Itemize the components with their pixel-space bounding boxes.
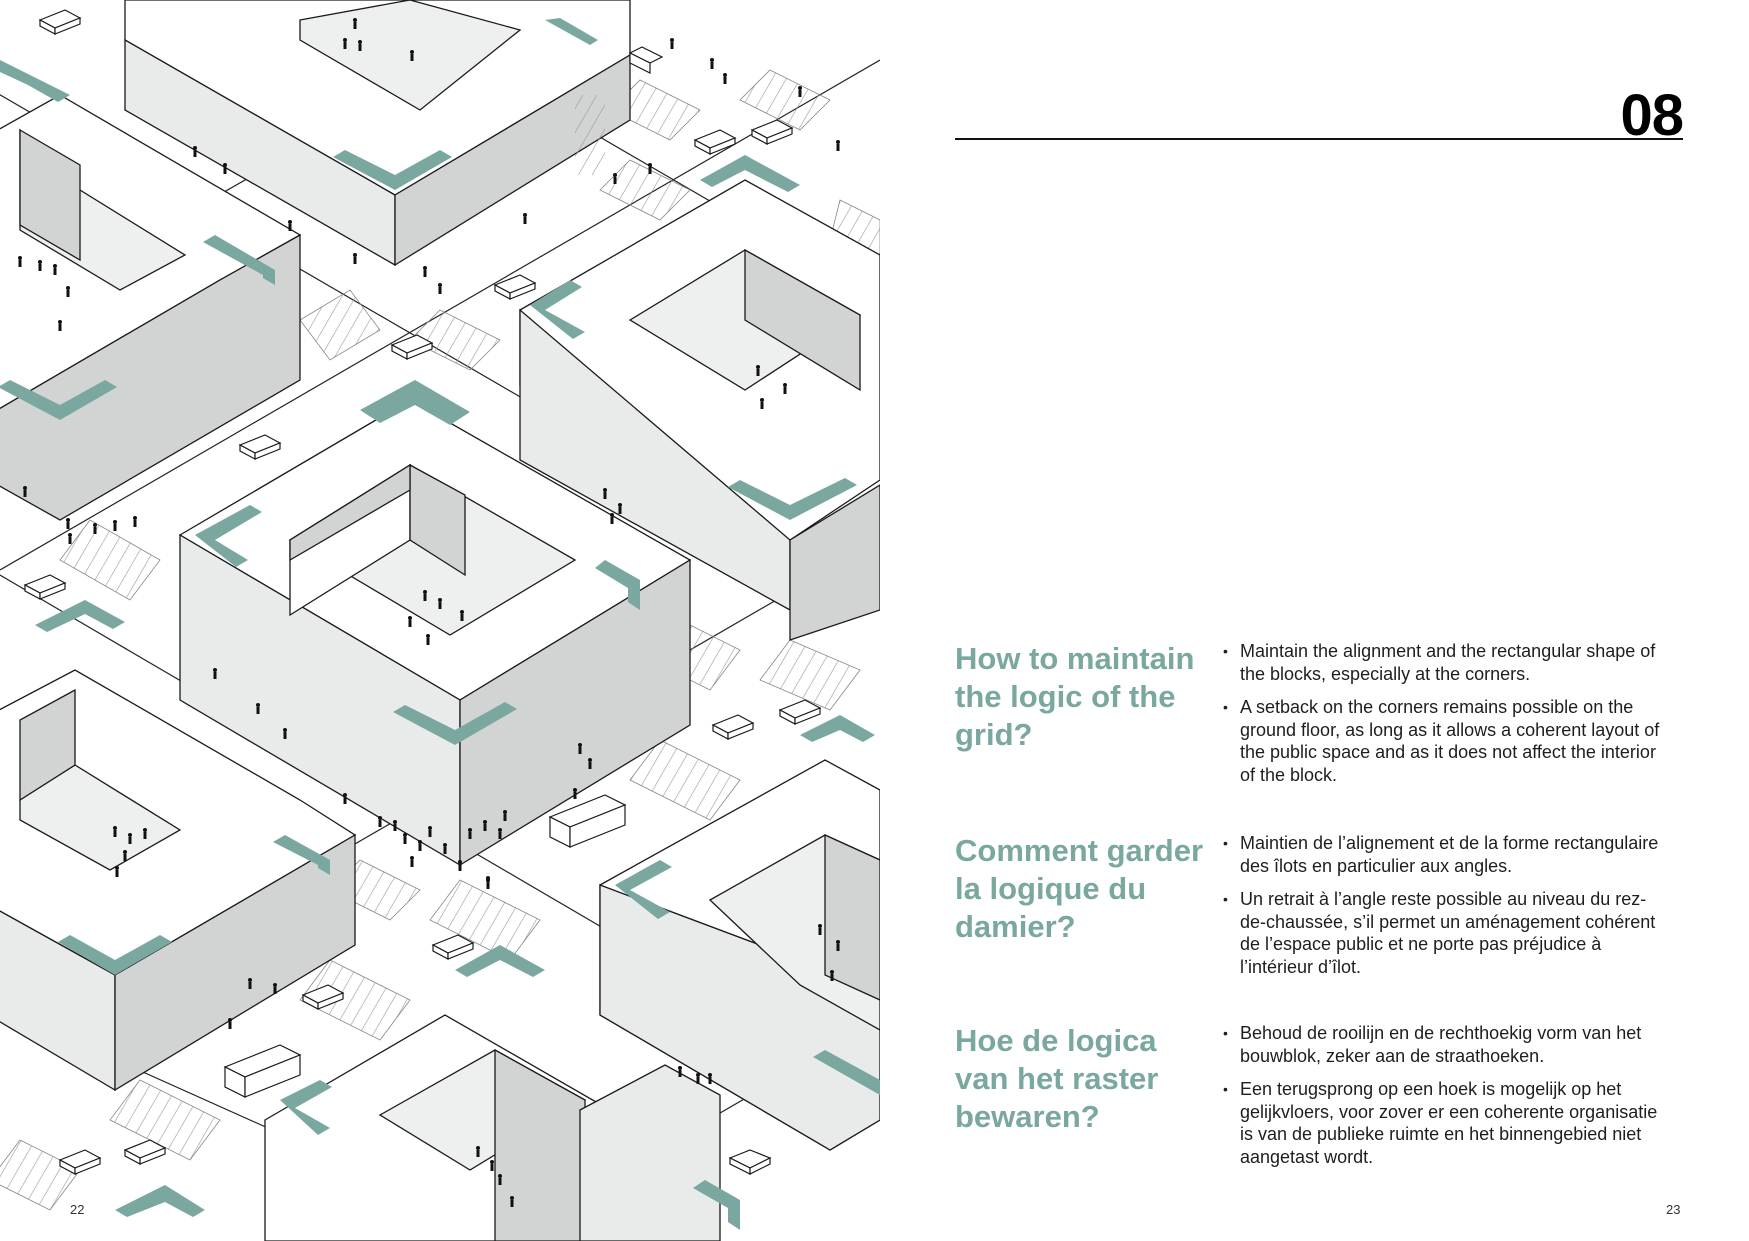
bullet-icon: • xyxy=(1223,1081,1228,1098)
bullet-icon: • xyxy=(1223,699,1228,716)
bullet-icon: • xyxy=(1223,835,1228,851)
list-item: • Behoud de rooilijn en de rechthoekig vorm van het bouwblok, zeker aan de straathoeken. xyxy=(1223,1023,1642,1066)
list-item: • Un retrait à l’angle reste possible au niveau du rez-de-chaussée, s’il permet un aménagement cohérent de l’espace public et ne porte pas préjudice à l’intérieur d’îlot. xyxy=(1223,889,1656,977)
section-question: Hoe de logica van het raster bewaren? xyxy=(955,1023,1159,1134)
chapter-number: 08 xyxy=(1620,83,1683,148)
bullet-icon: • xyxy=(1223,643,1228,659)
bullet-list xyxy=(1223,640,1663,798)
section-question: How to maintain the logic of the grid? xyxy=(955,641,1195,752)
chapter-divider xyxy=(955,138,1683,140)
bullet-icon: • xyxy=(1223,891,1228,908)
list-item: • A setback on the corners remains possible on the ground floor, as long as it allows a coherent layout of the public space and as it does not affect the interior of the block. xyxy=(1223,697,1660,785)
left-page-number: 22 xyxy=(70,1202,85,1217)
bullet-icon: • xyxy=(1223,1025,1228,1041)
bullet-list xyxy=(1223,1022,1663,1180)
right-page-number: 23 xyxy=(1666,1202,1681,1217)
list-item: • Een terugsprong op een hoek is mogelijk op het gelijkvloers, voor zover er een coherente organisatie is van de publieke ruimte en het binnengebied niet aangetast wordt. xyxy=(1223,1079,1658,1167)
list-item: • Maintien de l’alignement et de la forme rectangulaire des îlots en particulier aux angles. xyxy=(1223,833,1659,876)
section-question: Comment garder la logique du damier? xyxy=(955,833,1204,944)
bullet-list xyxy=(1223,832,1663,990)
list-item: • Maintain the alignment and the rectangular shape of the blocks, especially at the corners. xyxy=(1223,641,1656,684)
